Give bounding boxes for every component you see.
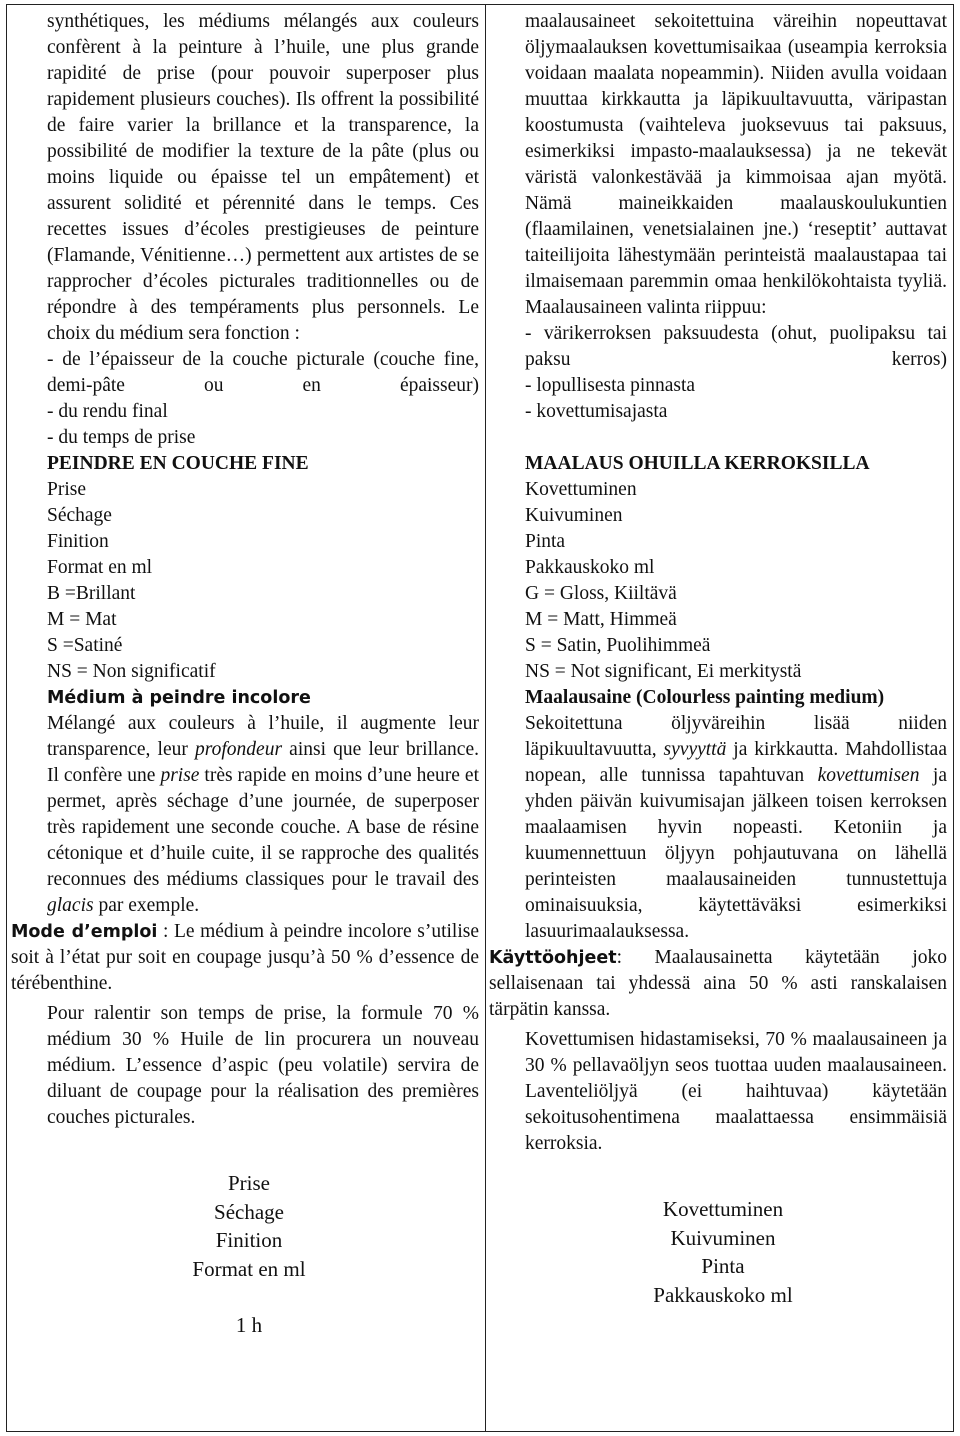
fr-legend-item: Séchage: [47, 505, 112, 526]
fr-table-label: Finition: [215, 1228, 283, 1252]
fi-intro: maalausaineet sekoitettuina väreihin nopeuttavat öljymaalauksen kovettumisaikaa (useampia kerroksia voidaan maalata nopeammin). Niiden avulla voidaan muuttaa kirkkautta ja läpikuultavuutta, väripastan koostumusta (vaihteleva juoksevuus tai paksuus, esimerkiksi impasto-maalauksessa) ja ne tekevät väristä valonkestävää ja kimmoisaa ajan myötä. Nämä maineikkaiden maalauskoulukuntien (flaamilainen, venetsialainen jne.) ‘reseptit’ auttavat taiteilijoita lähestymään perinteistä maalaustapaa tai ilmaisemaan paremmin omaa henkilökohtaista tyyliä. Maalausaineen valinta riippuu:: [525, 11, 947, 318]
bilingual-table: [6, 4, 954, 1432]
fi-section-title: MAALAUS OHUILLA KERROKSILLA: [525, 453, 870, 474]
fr-usage-label: Mode d’emploi: [11, 922, 158, 942]
fr-legend-item: Finition: [47, 531, 109, 552]
fr-product-title: Médium à peindre incolore: [47, 688, 311, 708]
fi-table-label: Pakkauskoko ml: [653, 1282, 793, 1307]
fr-table-label: Séchage: [214, 1199, 284, 1224]
fr-legend-item: M = Mat: [47, 609, 117, 630]
fi-criterion: - lopullisesta pinnasta: [525, 375, 696, 396]
fi-product-description: Sekoitettuna öljyväreihin lisää niiden läpikuultavuutta, syvyyttä ja kirkkautta. Mahdollistaa nopean, alle tunnissa tapahtuvan kovettumisen ja yhden päivän kuivumisajan jälkeen toisen kerroksen maalaamisen hyvin nopeasti. Ketoniin ja kuumennettuun öljyyn pohjautuvana on lähellä perinteisten maalausaineiden tunnustettuja ominaisuuksia, käytettäväksi esimerkiksi lasuurimaalauksessa.: [525, 713, 947, 942]
fr-criterion: - de l’épaisseur de la couche picturale (couche fine, demi-pâte ou en épaisseur): [47, 349, 479, 396]
fr-legend-item: NS = Non significatif: [47, 661, 216, 682]
fi-usage: Käyttöohjeet: Maalausainetta käytetään joko sellaisenaan tai yhdessä aina 50 % asti ranskalaisen tärpätin kanssa.: [489, 947, 947, 1020]
fr-criterion: - du rendu final: [47, 401, 168, 422]
fr-properties-table: [11, 1169, 487, 1340]
fi-usage-label: Käyttöohjeet: [489, 948, 617, 968]
finnish-column: [489, 9, 947, 1309]
fr-legend-item: Prise: [47, 479, 86, 500]
fi-table-label: Kovettuminen: [662, 1197, 784, 1221]
fi-criterion: - värikerroksen paksuudesta (ohut, puolipaksu tai paksu kerros): [525, 323, 947, 370]
fi-properties-table: [489, 1195, 957, 1309]
fr-criterion: - du temps de prise: [47, 427, 196, 448]
fr-intro: synthétiques, les médiums mélangés aux couleurs confèrent à la peinture à l’huile, une plus grande rapidité de prise (pour pouvoir superposer plus rapidement plusieurs couches). Ils offrent la possibilité de faire varier la brillance et la transparence, la possibilité de modifier la texture de la pâte (plus ou moins liquide ou épaisse tel un empâtement) et assurent solidité et pérennité dans le temps. Ces recettes issues d’écoles prestigieuses de peinture (Flamande, Vénitienne…) permettent aux artistes de se rapprocher d’écoles picturales traditionnelles ou de répondre à des tempéraments plus personnels. Le choix du médium sera fonction :: [47, 11, 479, 344]
fi-legend-item: NS = Not significant, Ei merkitystä: [525, 661, 802, 682]
fi-legend-item: Kovettuminen: [525, 479, 637, 500]
fr-legend-item: B =Brillant: [47, 583, 136, 604]
fi-legend-item: S = Satin, Puolihimmeä: [525, 635, 711, 656]
fi-legend-item: Kuivuminen: [525, 505, 623, 526]
fi-legend-item: Pinta: [525, 531, 566, 552]
fr-product-description: Mélangé aux couleurs à l’huile, il augmente leur transparence, leur profondeur ainsi que leur brillance. Il confère une prise très rapide en moins d’une heure et permet, après séchage d’une journée, de superposer très rapidement une seconde couche. A base de résine cétonique et d’huile cuite, il se rapproche des qualités reconnues des médiums classiques pour le travail des glacis par exemple.: [47, 713, 479, 916]
fr-section-title: PEINDRE EN COUCHE FINE: [47, 453, 309, 474]
fi-legend-item: G = Gloss, Kiiltävä: [525, 583, 677, 604]
fi-slow-drying-note: Kovettumisen hidastamiseksi, 70 % maalausaineen ja 30 % pellavaöljyn seos tuottaa uuden maalausaineen. Laventeliöljyä (ei haihtuvaa) käytetään sekoitusohentimena maalattaessa ensimmäisiä kerroksia.: [525, 1029, 947, 1154]
fr-table-value: 1 h: [235, 1313, 263, 1337]
fi-legend-item: Pakkauskoko ml: [525, 557, 655, 578]
fr-table-label: Format en ml: [192, 1256, 306, 1281]
fr-usage: Mode d’emploi : Le médium à peindre incolore s’utilise soit à l’état pur soit en coupage jusqu’à 50 % d’essence de térébenthine.: [11, 921, 479, 994]
french-column: [11, 9, 479, 1340]
fi-table-label: Pinta: [701, 1254, 745, 1278]
fi-criterion: - kovettumisajasta: [525, 401, 668, 422]
fi-table-label: Kuivuminen: [670, 1225, 776, 1250]
fi-product-title: Maalausaine (Colourless painting medium): [525, 687, 885, 708]
fr-legend-item: S =Satiné: [47, 635, 123, 656]
fi-legend-item: M = Matt, Himmeä: [525, 609, 677, 630]
fr-legend-item: Format en ml: [47, 557, 153, 578]
fr-slow-drying-note: Pour ralentir son temps de prise, la formule 70 % médium 30 % Huile de lin procurera un nouveau médium. L’essence d’aspic (peu volatile) servira de diluant de coupage pour la réalisation des premières couches picturales.: [47, 1003, 479, 1128]
fr-table-label: Prise: [228, 1171, 270, 1195]
